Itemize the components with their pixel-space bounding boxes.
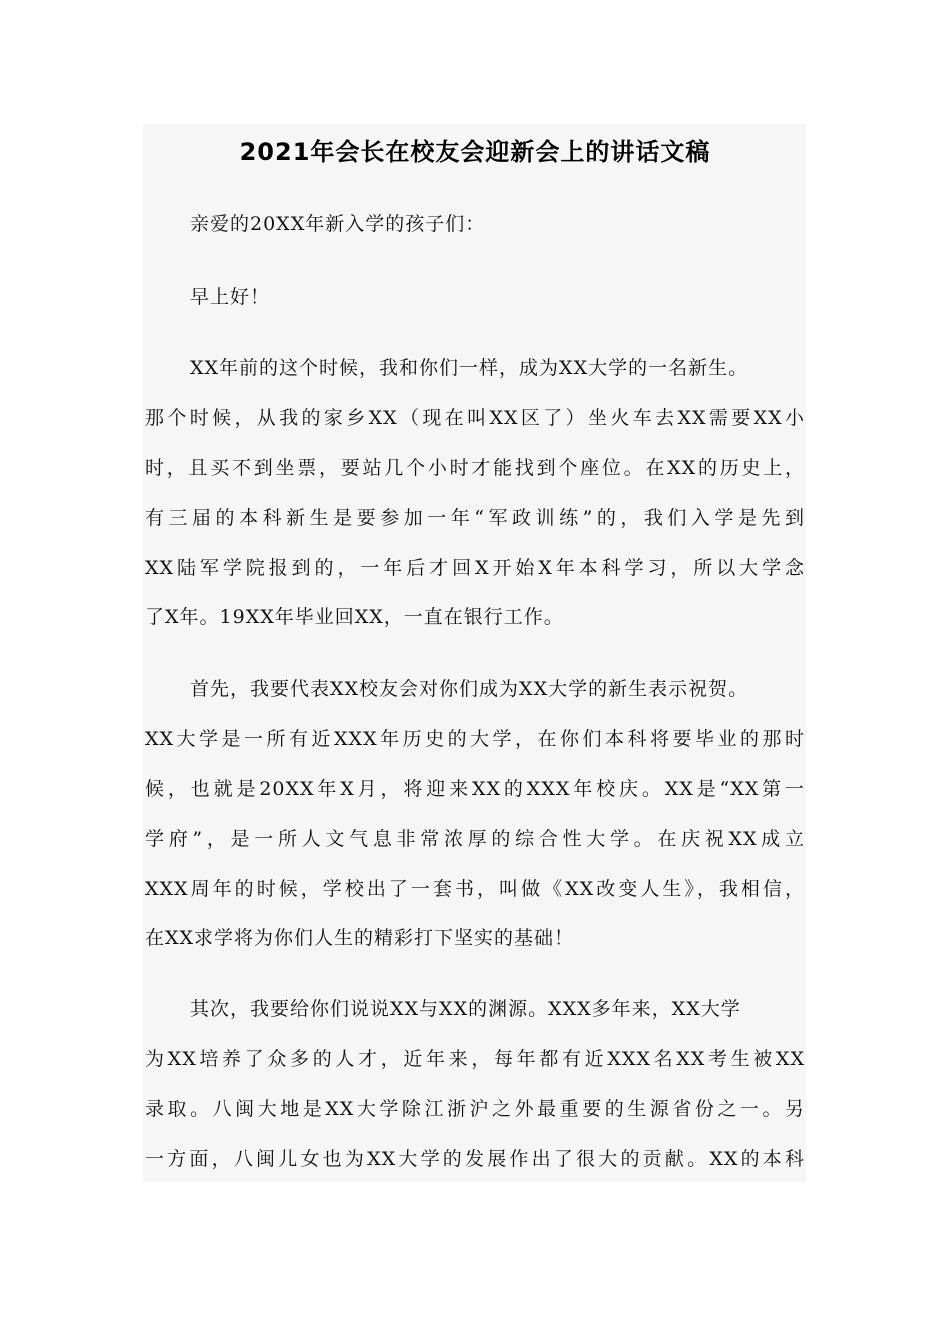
paragraph-1-line-1: XX年前的这个时候，我和你们一样，成为XX大学的一名新生。 [190,357,749,379]
paragraph-2-line-5: XXX周年的时候，学校出了一套书，叫做《XX改变人生》，我相信， [145,878,805,900]
paragraph-1-line-3: 时，且买不到坐票，要站几个小时才能找到个座位。在XX的历史上， [145,457,805,479]
paragraph-1-line-4: 有三届的本科新生是要参加一年“军政训练”的，我们入学是先到 [145,507,805,529]
paragraph-2-line-6: 在XX求学将为你们人生的精彩打下坚实的基础！ [145,927,575,949]
paragraph-1-line-5: XX陆军学院报到的，一年后才回X开始X年本科学习，所以大学念 [145,557,805,579]
paragraph-3-line-1: 其次，我要给你们说说XX与XX的渊源。XXX多年来，XX大学 [190,998,741,1020]
paragraph-1-line-6: 了X年。19XX年毕业回XX，一直在银行工作。 [145,606,564,628]
paragraph-3-line-4: 一方面，八闽儿女也为XX大学的发展作出了很大的贡献。XX的本科 [145,1148,805,1170]
salutation-line: 早上好！ [190,286,271,308]
greeting-line: 亲爱的20XX年新入学的孩子们： [190,213,486,235]
paragraph-2-line-3: 候，也就是20XX年X月，将迎来XX的XXX年校庆。XX是“XX第一 [145,778,805,800]
paragraph-3-line-3: 录取。八闽大地是XX大学除江浙沪之外最重要的生源省份之一。另 [145,1098,805,1120]
paragraph-2-line-2: XX大学是一所有近XXX年历史的大学，在你们本科将要毕业的那时 [145,728,805,750]
document-page [143,124,806,1182]
paragraph-2-line-4: 学府”，是一所人文气息非常浓厚的综合性大学。在庆祝XX成立 [145,828,805,850]
document-title: 2021年会长在校友会迎新会上的讲话文稿 [239,138,711,166]
paragraph-2-line-1: 首先，我要代表XX校友会对你们成为XX大学的新生表示祝贺。 [190,678,749,700]
paragraph-3-line-2: 为XX培养了众多的人才，近年来，每年都有近XXX名XX考生被XX [145,1048,805,1070]
paragraph-1-line-2: 那个时候，从我的家乡XX（现在叫XX区了）坐火车去XX需要XX小 [145,407,805,429]
